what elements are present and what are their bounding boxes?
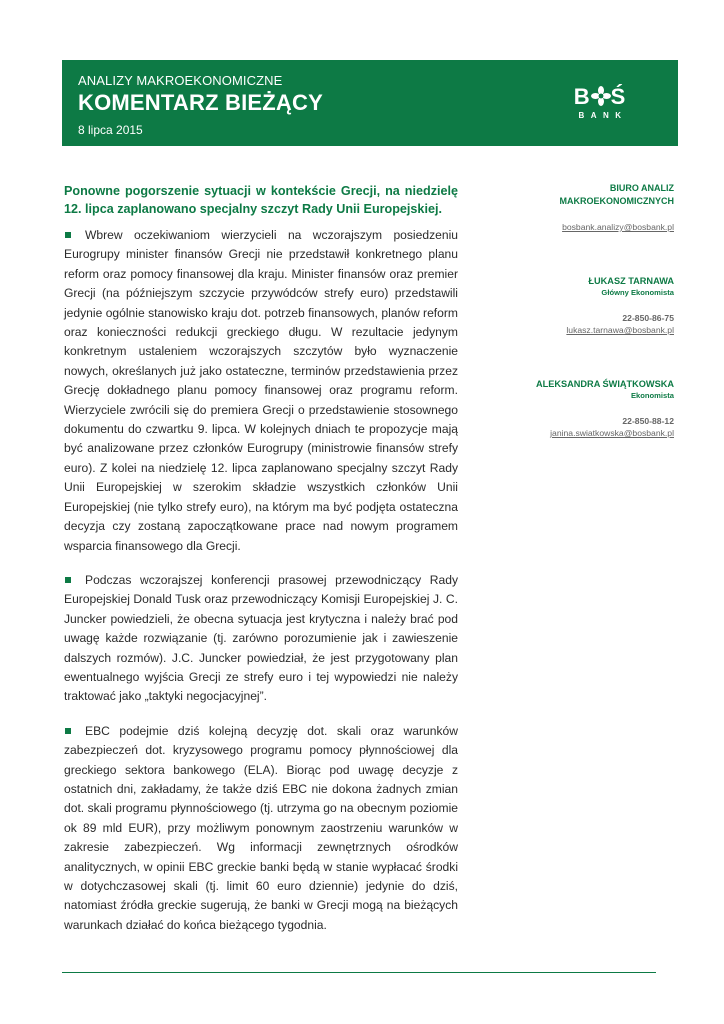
contact-phone: 22-850-86-75 (622, 313, 674, 323)
department-name: BIURO ANALIZ MAKROEKONOMICZNYCH (559, 183, 674, 206)
contact-name: ALEKSANDRA ŚWIĄTKOWSKA (536, 379, 674, 389)
report-date: 8 lipca 2015 (78, 123, 143, 137)
contact-role: Ekonomista (630, 391, 674, 400)
report-title: KOMENTARZ BIEŻĄCY (78, 90, 323, 115)
contact-name: ŁUKASZ TARNAWA (588, 276, 674, 286)
article-paragraph: Podczas wczorajszej konferencji prasowej przewodniczący Rady Europejskiej Donald Tusk oraz przewodniczący Komisji Europejskiej J. C. Juncker powiedzieli, że obecna sytuacja jest krytyczna i należy brać pod uwagę każde rozwiązanie (tj. zarówno porozumienie jak i zawieszenie dalszych rozmów). J.C. Juncker powiedział, że jest przygotowany plan ewentualnego wyjścia Grecji ze strefy euro i tej wypowiedzi nie należy traktować jako „taktyki negocjacyjnej”. (64, 572, 458, 704)
article-headline: Ponowne pogorszenie sytuacji w kontekście Grecji, na niedzielę 12. lipca zaplanowano specjalny szczyt Rady Unii Europejskiej. (64, 184, 458, 216)
report-series-label: ANALIZY MAKROEKONOMICZNE (78, 73, 283, 88)
bullet-square-icon (65, 232, 71, 238)
article-paragraph: Wbrew oczekiwaniom wierzycieli na wczorajszym posiedzeniu Eurogrupy minister finansów Grecji nie przedstawił konkretnego planu reform oraz pomocy finansowej dla kraju. Minister finansów oraz premier Grecji (na późniejszym szczycie przywódców strefy euro) przedstawili jedynie ogólnie stanowisko kraju dot. potrzeb finansowych, planów reform oraz konieczności redukcji greckiego długu. W rezultacie jedynym konkretnym ustaleniem wczorajszych szczytów było wyznaczenie nowych, określanych już jako ostateczne, terminów przedstawienia przez Grecję dokładnego planu pomocy finansowej oraz programu reform. Wierzyciele zwrócili się do premiera Grecji o przedstawienie stosownego dokumentu do czwartku 9. lipca. W kolejnych dniach te propozycje mają być analizowane przez członków Eurogrupy (ministrowie finansów strefy euro). Z kolei na niedzielę 12. lipca zaplanowano specjalny szczyt Rady Unii Europejskiej w szerokim składzie wszystkich członków Unii Europejskiej (nie tylko strefy euro), na którym ma być podjęta ostateczna decyzja czy zostaną zapoczątkowane prace nad nowym programem wsparcia finansowego dla Grecji. (64, 228, 458, 553)
contact-phone: 22-850-88-12 (622, 416, 674, 426)
department-email-link[interactable]: bosbank.analizy@bosbank.pl (562, 222, 674, 232)
contact-role: Główny Ekonomista (601, 288, 674, 297)
article-body (64, 182, 458, 950)
article-paragraph: EBC podejmie dziś kolejną decyzję dot. skali oraz warunków zabezpieczeń dot. kryzysowego programu pomocy płynnościowej dla greckiego sektora bankowego (ELA). Biorąc pod uwagę decyzje z ostatnich dni, zakładamy, że także dziś EBC nie dokona żadnych zmian dot. skali programu płynnościowego (tj. utrzyma go na obecnym poziomie ok 89 mld EUR), przy możliwym ponownym zaostrzeniu warunków w zakresie zabezpieczeń. Wg informacji zewnętrznych ośrodków analitycznych, w opinii EBC greckie banki będą w stanie wypłacać środki w dotychczasowej skali (tj. limit 60 euro dziennie) jedynie do dziś, natomiast źródła greckie sugerują, że banki w Grecji mogą na bieżących warunkach działać do końca bieżącego tygodnia. (64, 723, 458, 932)
contact-email-link[interactable]: lukasz.tarnawa@bosbank.pl (566, 325, 674, 335)
report-header-banner (62, 60, 678, 146)
logo-wordmark: B Ś (573, 84, 627, 109)
bullet-square-icon (65, 577, 71, 583)
footer-divider (62, 972, 656, 973)
bullet-square-icon (65, 728, 71, 734)
contact-sidebar (488, 182, 674, 438)
bos-bank-logo (570, 84, 630, 120)
logo-flower-icon (591, 86, 611, 106)
contact-card (488, 379, 674, 438)
logo-bank-text: BANK (578, 111, 628, 120)
contact-email-link[interactable]: janina.swiatkowska@bosbank.pl (550, 428, 674, 438)
contact-card (488, 276, 674, 335)
